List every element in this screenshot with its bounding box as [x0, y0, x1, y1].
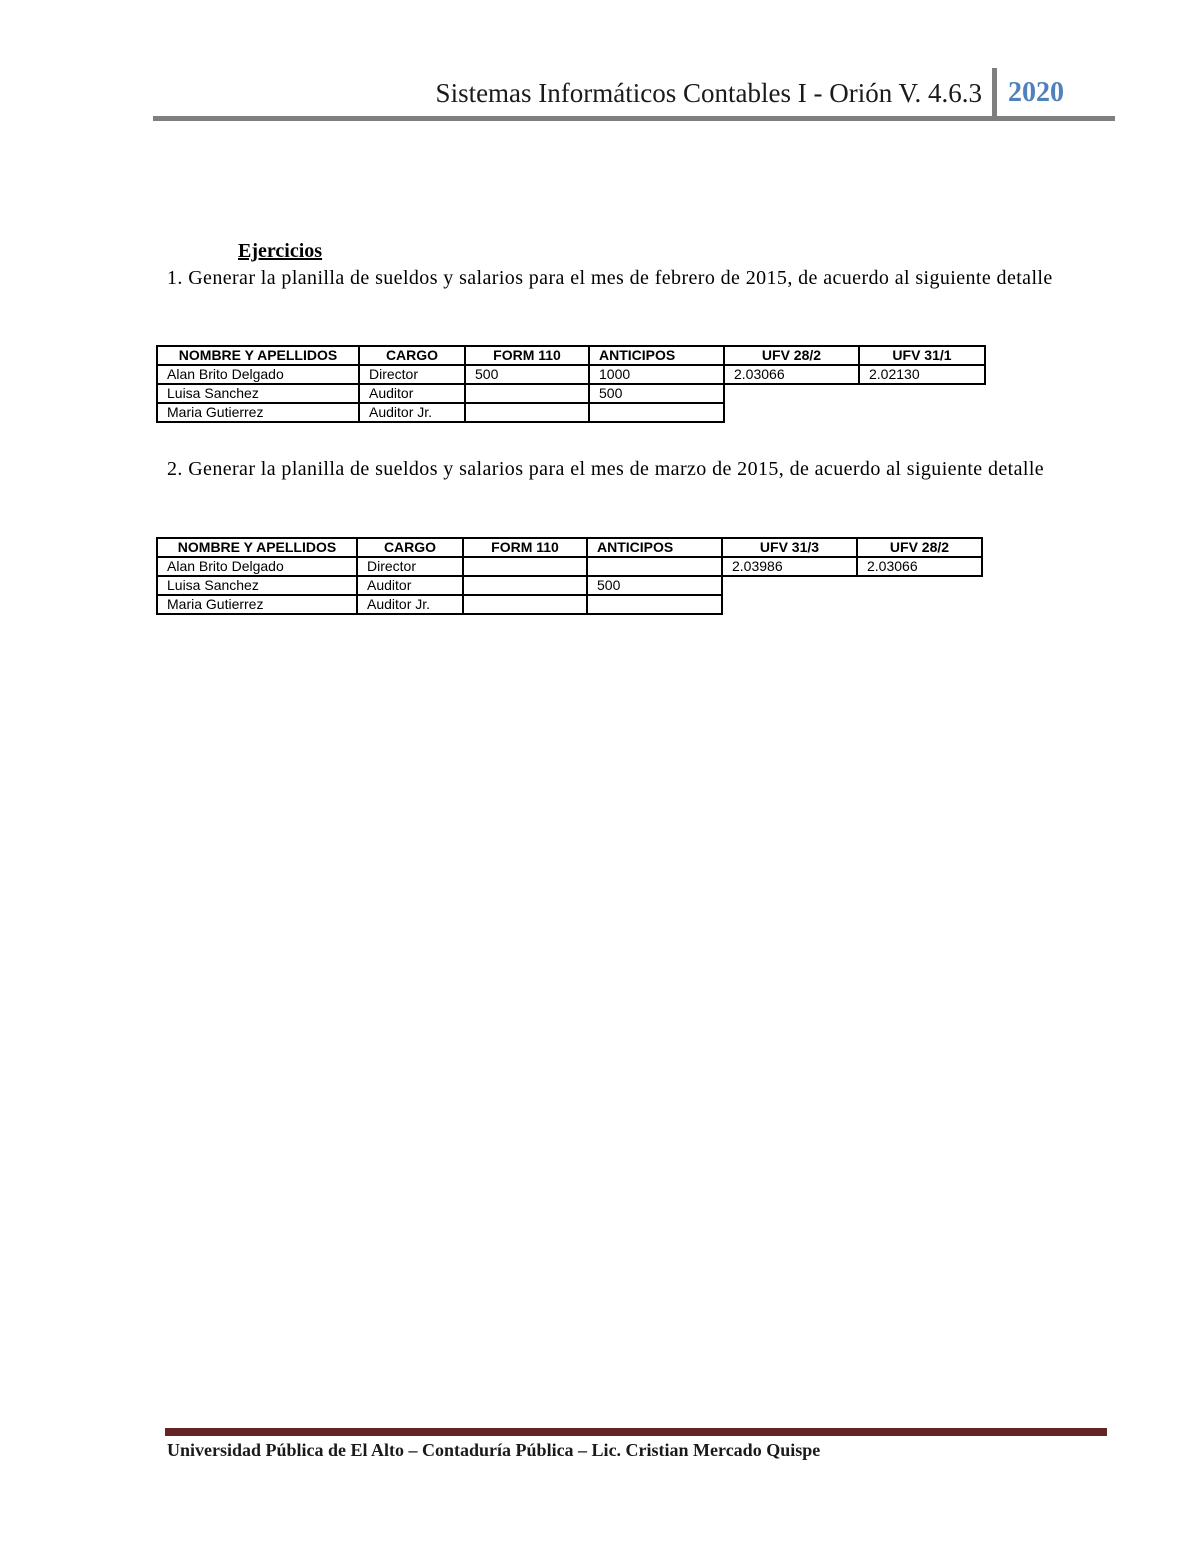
- col-header-cargo: CARGO: [359, 346, 465, 365]
- col-header-name: NOMBRE Y APELLIDOS: [157, 538, 357, 557]
- cell-form110: [463, 595, 587, 614]
- table-row: [157, 576, 982, 595]
- header-title: Sistemas Informáticos Contables I - Orión V. 4.6.3: [435, 78, 982, 108]
- cell-anticipos: [589, 403, 724, 422]
- col-header-form110: FORM 110: [465, 346, 589, 365]
- cell-name: Maria Gutierrez: [157, 403, 359, 422]
- cell-cargo: Director: [359, 365, 465, 384]
- header-separator: [992, 68, 997, 118]
- cell-form110: [463, 557, 587, 576]
- table-header-row: [157, 538, 982, 557]
- cell-ufv-b: 2.03066: [857, 557, 982, 576]
- cell-ufv-a: 2.03066: [724, 365, 859, 384]
- cell-anticipos: [587, 595, 722, 614]
- empty-cell: [722, 576, 982, 595]
- cell-cargo: Auditor: [359, 384, 465, 403]
- section-heading: Ejercicios: [238, 240, 323, 262]
- cell-ufv-a: 2.03986: [722, 557, 857, 576]
- col-header-form110: FORM 110: [463, 538, 587, 557]
- page-header: [153, 66, 1115, 118]
- table-exercise-2: [156, 537, 983, 615]
- cell-anticipos: 500: [589, 384, 724, 403]
- table-row: [157, 595, 982, 614]
- cell-cargo: Auditor Jr.: [357, 595, 463, 614]
- col-header-cargo: CARGO: [357, 538, 463, 557]
- cell-anticipos: 1000: [589, 365, 724, 384]
- col-header-ufv-b: UFV 31/1: [859, 346, 985, 365]
- cell-anticipos: 500: [587, 576, 722, 595]
- header-year: 2020: [1008, 77, 1064, 108]
- cell-anticipos: [587, 557, 722, 576]
- col-header-name: NOMBRE Y APELLIDOS: [157, 346, 359, 365]
- col-header-anticipos: ANTICIPOS: [589, 346, 724, 365]
- cell-name: Alan Brito Delgado: [157, 365, 359, 384]
- cell-ufv-b: 2.02130: [859, 365, 985, 384]
- cell-name: Luisa Sanchez: [157, 576, 357, 595]
- cell-name: Alan Brito Delgado: [157, 557, 357, 576]
- col-header-anticipos: ANTICIPOS: [587, 538, 722, 557]
- footer-text: Universidad Pública de El Alto – Contaduría Pública – Lic. Cristian Mercado Quispe: [167, 1440, 821, 1460]
- table-row: [157, 557, 982, 576]
- cell-name: Luisa Sanchez: [157, 384, 359, 403]
- cell-form110: 500: [465, 365, 589, 384]
- cell-cargo: Auditor Jr.: [359, 403, 465, 422]
- header-rule: [153, 116, 1115, 121]
- col-header-ufv-b: UFV 28/2: [857, 538, 982, 557]
- cell-cargo: Director: [357, 557, 463, 576]
- cell-form110: [465, 384, 589, 403]
- cell-name: Maria Gutierrez: [157, 595, 357, 614]
- exercise-1-text: 1. Generar la planilla de sueldos y salarios para el mes de febrero de 2015, de acuerdo al siguiente detalle: [167, 267, 1053, 289]
- cell-cargo: Auditor: [357, 576, 463, 595]
- exercise-2-text: 2. Generar la planilla de sueldos y salarios para el mes de marzo de 2015, de acuerdo al siguiente detalle: [167, 458, 1045, 480]
- table-row: [157, 403, 985, 422]
- table-exercise-1: [156, 345, 986, 423]
- col-header-ufv-a: UFV 28/2: [724, 346, 859, 365]
- table-row: [157, 365, 985, 384]
- cell-form110: [463, 576, 587, 595]
- empty-cell: [724, 384, 985, 403]
- empty-cell: [724, 403, 985, 422]
- footer-rule: [165, 1428, 1107, 1436]
- empty-cell: [722, 595, 982, 614]
- table-row: [157, 384, 985, 403]
- table-header-row: [157, 346, 985, 365]
- cell-form110: [465, 403, 589, 422]
- col-header-ufv-a: UFV 31/3: [722, 538, 857, 557]
